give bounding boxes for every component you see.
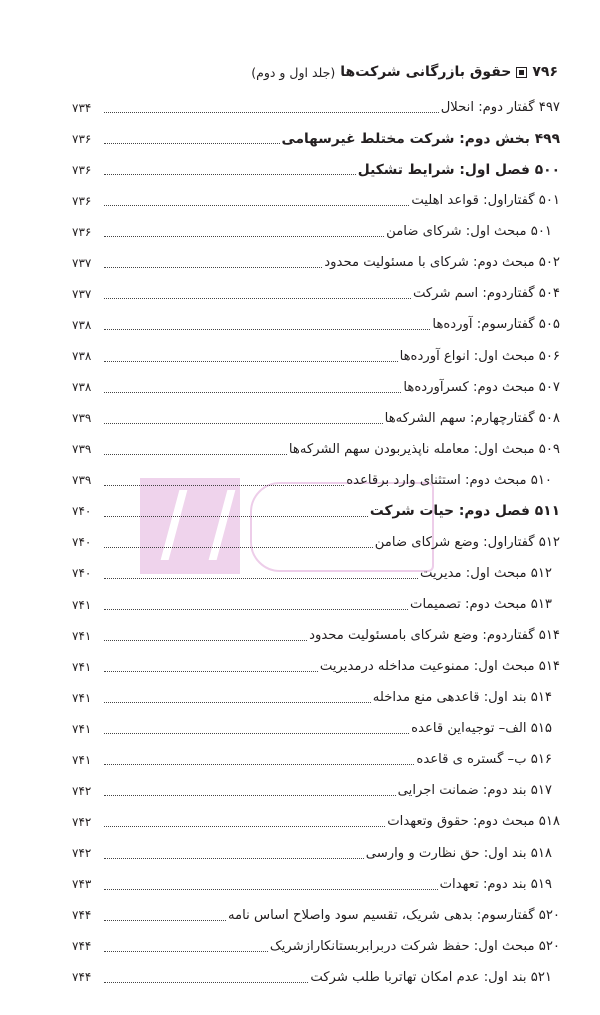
toc-entry [72,931,560,962]
toc-entry-title: ۵۱۰ مبحث دوم: استثنای وارد برقاعده [346,472,552,488]
toc-entry [72,247,560,278]
toc-entry-title: ۵۰۸ گفتارچهارم: سهم الشرکه‌ها [384,410,560,426]
toc-entry-title: ۵۲۰ مبحث اول: حفظ شرکت دربرابربستانکارازشریک [269,938,560,954]
toc-entry [72,900,560,931]
toc-entry-page: ۷۴۲ [72,814,92,829]
toc-entry [72,527,560,558]
toc-entry-page: ۷۳۸ [72,317,92,332]
toc-entry-title: ۴۹۹ بخش دوم: شرکت مختلط غیرسهامی [281,130,560,147]
book-subtitle: (جلد اول و دوم) [251,64,336,80]
dot-leader [104,195,409,206]
toc-entry-title: ۵۰۱ گفتاراول: قواعد اهلیت [411,193,560,209]
dot-leader [104,164,356,175]
toc-entry-page: ۷۴۱ [72,752,92,767]
toc-entry-title: ۵۱۸ مبحث دوم: حقوق وتعهدات [387,814,560,830]
toc-entry-page: ۷۴۴ [72,970,92,985]
toc-entry-page: ۷۳۶ [72,162,92,177]
dot-leader [104,723,409,734]
toc-entry-page: ۷۴۰ [72,535,92,550]
toc-entry-title: ۵۰۷ مبحث دوم: کسرآورده‌ها [403,379,560,395]
toc-entry-page: ۷۳۸ [72,349,92,364]
dot-leader [104,319,430,330]
dot-leader [104,288,411,299]
dot-leader [104,568,418,579]
toc-entry-title: ۵۰۹ مبحث اول: معامله ناپذیربودن سهم الشرکه‌ها [288,441,560,457]
toc-entry-title: ۵۰۴ گفتاردوم: اسم شرکت [412,286,560,302]
toc-entry-page: ۷۳۶ [72,193,92,208]
toc-entry-title: ۵۰۰ فصل اول: شرایط تشکیل [357,161,560,178]
toc-entry [72,154,560,185]
toc-entry-title: ۵۰۶ مبحث اول: انواع آورده‌ها [399,348,560,364]
toc-entry-page: ۷۳۴ [72,100,92,115]
toc-entry [72,589,560,620]
toc-entry-title: ۵۱۴ بند اول: قاعدهی منع مداخله [372,690,552,706]
dot-leader [104,102,439,113]
dot-leader [104,754,414,765]
toc-entry [72,434,560,465]
dot-leader [104,816,385,827]
dot-leader [104,910,226,921]
toc-entry-page: ۷۳۷ [72,286,92,301]
toc-entry-page: ۷۳۷ [72,255,92,270]
toc-entry-page: ۷۳۶ [72,224,92,239]
toc-entry [72,775,560,806]
toc-entry [72,92,560,123]
dot-leader [104,257,322,268]
toc-entry [72,465,560,496]
toc-entry-title: ۵۲۰ گفتارسوم: بدهی شریک، تقسیم سود واصلاح اساس نامه [227,907,560,923]
dot-leader [104,599,408,610]
toc-entry [72,806,560,837]
toc-entry [72,341,560,372]
dot-leader [104,444,287,455]
square-bullet-icon [516,67,527,78]
toc-entry-title: ۵۱۶ ب– گستره ی قاعده [416,752,552,768]
toc-entry [72,216,560,247]
toc-entry [72,278,560,309]
toc-entry [72,682,560,713]
toc-entry-title: ۵۱۱ فصل دوم: حیات شرکت [369,503,560,520]
toc-entry [72,620,560,651]
toc-entry-page: ۷۳۹ [72,411,92,426]
toc-entry-title: ۵۲۱ بند اول: عدم امکان تهاتربا طلب شرکت [310,969,552,985]
dot-leader [104,351,398,362]
toc-entry-title: ۵۱۲ گفتاراول: وضع شرکای ضامن [374,534,560,550]
page-number: ۷۹۶ [532,64,558,80]
toc-entry [72,869,560,900]
dot-leader [104,475,344,486]
toc-entry [72,496,560,527]
toc-entry-page: ۷۳۹ [72,442,92,457]
dot-leader [104,941,268,952]
toc-entry [72,838,560,869]
toc-entry-page: ۷۳۹ [72,473,92,488]
toc-entry-title: ۵۰۵ گفتارسوم: آورده‌ها [432,317,560,333]
dot-leader [104,785,396,796]
toc-entry-title: ۵۱۵ الف– توجیه‌این قاعده [411,721,552,737]
toc-entry [72,651,560,682]
page-header [251,64,558,80]
toc-entry-page: ۷۴۲ [72,783,92,798]
dot-leader [104,661,318,672]
toc-entry-title: ۴۹۷ گفتار دوم: انحلال [440,100,560,116]
toc-entry [72,744,560,775]
toc-entry-title: ۵۱۴ گفتاردوم: وضع شرکای بامسئولیت محدود [309,628,560,644]
toc-entry [72,123,560,154]
toc-entry [72,185,560,216]
toc-entry-page: ۷۴۱ [72,628,92,643]
toc-entry-page: ۷۳۶ [72,131,92,146]
toc-entry-page: ۷۴۰ [72,504,92,519]
dot-leader [104,692,371,703]
toc-entry-title: ۵۰۱ مبحث اول: شرکای ضامن [386,224,552,240]
toc-entry [72,558,560,589]
toc-entry [72,372,560,403]
toc-entry-page: ۷۴۴ [72,908,92,923]
toc-entry-page: ۷۴۱ [72,721,92,736]
dot-leader [104,382,401,393]
toc-entry-page: ۷۴۱ [72,659,92,674]
toc-entry-title: ۵۱۳ مبحث دوم: تصمیمات [410,597,552,613]
toc-entry-page: ۷۴۳ [72,877,92,892]
toc-entry-title: ۵۰۲ مبحث دوم: شرکای با مسئولیت محدود [324,255,560,271]
toc-entry [72,403,560,434]
toc-entry [72,309,560,340]
toc-entry-title: ۵۱۹ بند دوم: تعهدات [439,876,552,892]
dot-leader [104,506,368,517]
toc-entry-page: ۷۴۱ [72,690,92,705]
dot-leader [104,537,373,548]
toc-entry-title: ۵۱۸ بند اول: حق نظارت و وارسی [365,845,552,861]
dot-leader [104,133,280,144]
toc-entry-page: ۷۴۱ [72,597,92,612]
dot-leader [104,879,438,890]
table-of-contents [72,92,560,993]
dot-leader [104,413,383,424]
toc-entry-page: ۷۴۰ [72,566,92,581]
book-title: حقوق بازرگانی شرکت‌ها [340,64,512,80]
toc-entry-title: ۵۱۲ مبحث اول: مدیریت [420,565,552,581]
toc-entry-page: ۷۴۴ [72,939,92,954]
dot-leader [104,630,307,641]
toc-entry [72,962,560,993]
dot-leader [104,848,364,859]
dot-leader [104,972,308,983]
dot-leader [104,226,384,237]
toc-entry-title: ۵۱۴ مبحث اول: ممنوعیت مداخله درمدیریت [319,659,560,675]
toc-entry-page: ۷۳۸ [72,380,92,395]
toc-entry-page: ۷۴۲ [72,846,92,861]
toc-entry [72,713,560,744]
toc-entry-title: ۵۱۷ بند دوم: ضمانت اجرایی [397,783,552,799]
